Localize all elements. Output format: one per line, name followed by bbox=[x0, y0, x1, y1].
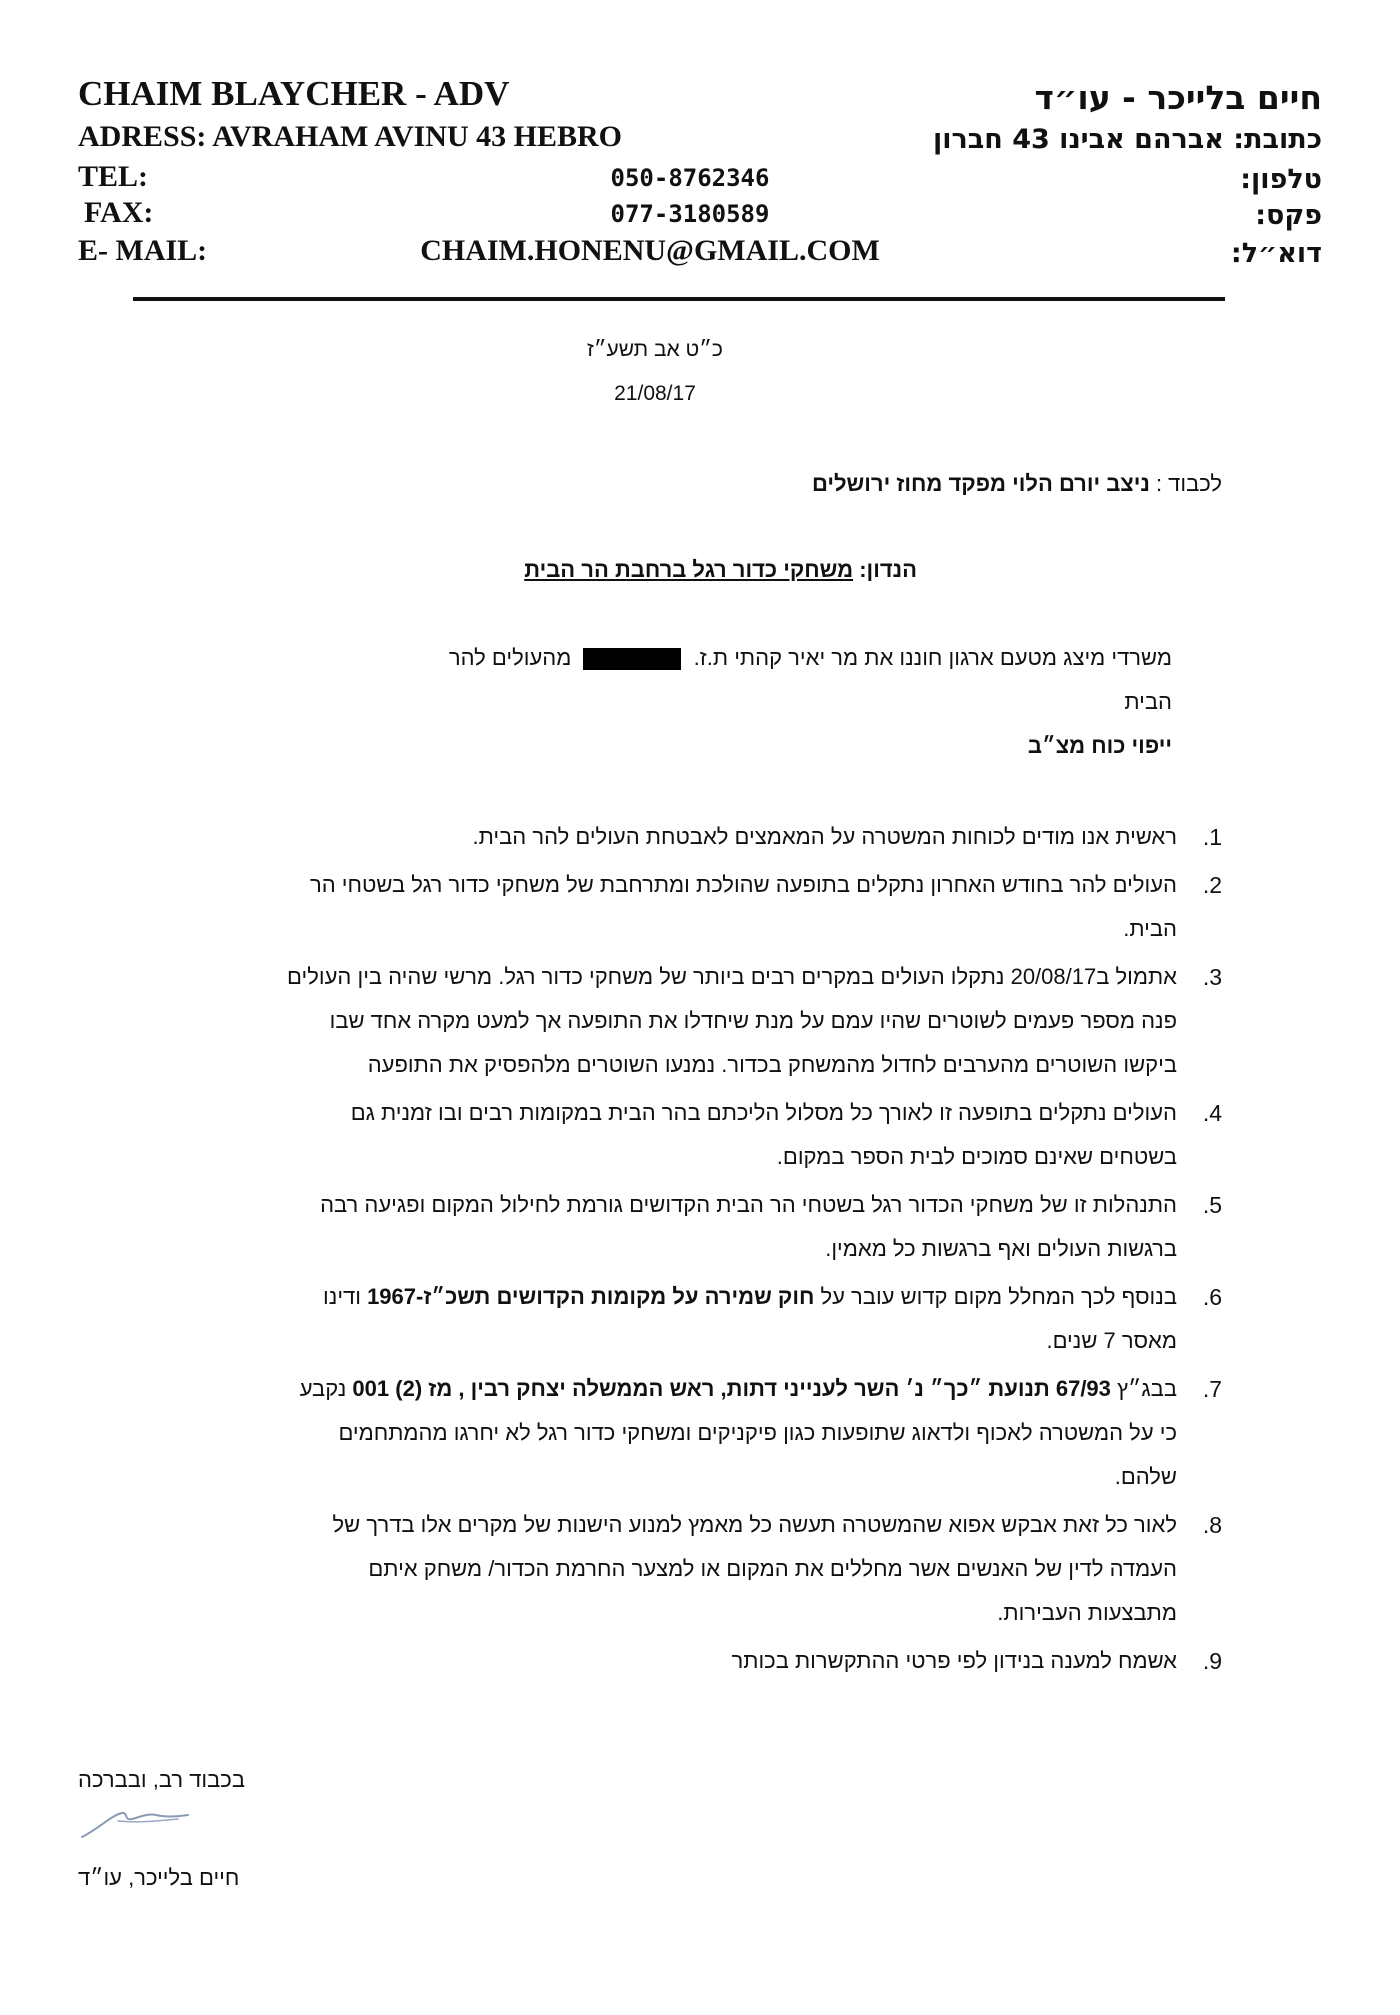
intro-bold-line: ייפוי כוח מצ״ב bbox=[1027, 733, 1172, 758]
item-text-after: נקבע כי על המשטרה לאכוף ולדאוג שתופעות כגון פיקניקים ומשחקי כדור רגל לא יחרגו מהמתחמים שלהם. bbox=[299, 1376, 1177, 1489]
letterhead-name-he: חיים בלייכר - עו״ד bbox=[1034, 78, 1322, 117]
intro-paragraph bbox=[302, 636, 1172, 724]
item-text-after: ודינו מאסר 7 שנים. bbox=[323, 1284, 1177, 1353]
letterhead-fax-label-he: פקס: bbox=[1255, 200, 1322, 231]
letterhead-email: CHAIM.HONENU@GMAIL.COM bbox=[420, 234, 880, 267]
letterhead-address-en: ADRESS: AVRAHAM AVINU 43 HEBRO bbox=[78, 120, 622, 153]
signature-image bbox=[78, 1803, 198, 1843]
recipient-name: ניצב יורם הלוי מפקד מחוז ירושלים bbox=[811, 471, 1150, 496]
item-number: 6. bbox=[1202, 1284, 1222, 1310]
item-bold-case: 67/93 תנועת ״כך״ נ׳ השר לענייני דתות, ראש הממשלה יצחק רבין , מז (2) 001 bbox=[352, 1376, 1111, 1401]
letterhead-address-he: כתובת: אברהם אבינו 43 חברון bbox=[932, 124, 1322, 155]
letterhead-name-en: CHAIM BLAYCHER - ADV bbox=[78, 74, 510, 113]
closing-signer: חיים בלייכר, עו״ד bbox=[78, 1865, 240, 1890]
header-divider bbox=[133, 297, 1225, 301]
item-text-before: בבג״ץ bbox=[1110, 1376, 1177, 1401]
subject bbox=[524, 548, 917, 592]
numbered-list bbox=[282, 815, 1222, 1687]
item-bold-law: חוק שמירה על מקומות הקדושים תשכ״ז-1967 bbox=[367, 1284, 815, 1309]
recipient-prefix: לכבוד : bbox=[1155, 471, 1222, 496]
closing-greeting: בכבוד רב, ובברכה bbox=[78, 1767, 245, 1792]
subject-text: משחקי כדור רגל ברחבת הר הבית bbox=[524, 557, 854, 582]
item-text: ראשית אנו מודים לכוחות המשטרה על המאמצים לאבטחת העולים להר הבית. bbox=[472, 824, 1177, 849]
item-number: 1. bbox=[1202, 824, 1222, 850]
list-item bbox=[282, 1183, 1222, 1271]
item-text: לאור כל זאת אבקש אפוא שהמשטרה תעשה כל מאמץ למנוע הישנות של מקרים אלו בדרך של העמדה לדין של האנשים אשר מחללים את המקום או למצער החרמת הכדור/ משחק איתם מתבצעות העבירות. bbox=[332, 1512, 1177, 1625]
list-item bbox=[282, 1367, 1222, 1499]
item-number: 4. bbox=[1202, 1100, 1222, 1126]
item-text: העולים להר בחודש האחרון נתקלים בתופעה שהולכת ומתרחבת של משחקי כדור רגל בשטחי הר הבית. bbox=[309, 872, 1177, 941]
item-text: אתמול ב20/08/17 נתקלו העולים במקרים רבים ביותר של משחקי כדור רגל. מרשי שהיה בין העולים פנה מספר פעמים לשוטרים שהיו עמם על מנת שיחדלו את התופעה אך למעט מקרה אחד שבו ביקשו השוטרים מהערבים לחדול מהמשחק בכדור. נמנעו השוטרים מלהפסיק את התופעה bbox=[287, 964, 1177, 1077]
item-text: אשמח למענה בנידון לפי פרטי ההתקשרות בכותר bbox=[731, 1648, 1177, 1673]
item-number: 7. bbox=[1202, 1376, 1222, 1402]
item-text: התנהלות זו של משחקי הכדור רגל בשטחי הר הבית הקדושים גורמת לחילול המקום ופגיעה רבה ברגשות העולים ואף ברגשות כל מאמין. bbox=[320, 1192, 1177, 1261]
list-item bbox=[282, 955, 1222, 1087]
recipient bbox=[812, 462, 1222, 506]
letterhead-email-label-en: E- MAIL: bbox=[78, 234, 208, 267]
intro-attachment bbox=[1028, 724, 1172, 768]
item-number: 3. bbox=[1202, 964, 1222, 990]
intro-text-2: מהעולים להר bbox=[448, 645, 572, 670]
letterhead-fax: 077-3180589 bbox=[610, 200, 770, 228]
subject-label: הנדון: bbox=[859, 557, 917, 582]
date-hebrew: כ״ט אב תשע״ז bbox=[587, 338, 723, 361]
item-number: 9. bbox=[1202, 1648, 1222, 1674]
letterhead-email-label-he: דוא״ל: bbox=[1230, 238, 1322, 269]
list-item bbox=[282, 1091, 1222, 1179]
item-number: 8. bbox=[1202, 1512, 1222, 1538]
intro-text-3: הבית bbox=[1124, 689, 1172, 714]
letterhead-tel-label-he: טלפון: bbox=[1240, 164, 1322, 195]
list-item bbox=[282, 1639, 1222, 1683]
item-number: 2. bbox=[1202, 872, 1222, 898]
date-gregorian: 21/08/17 bbox=[614, 382, 696, 405]
list-item bbox=[282, 1503, 1222, 1635]
redacted-id-block bbox=[583, 648, 681, 670]
list-item bbox=[282, 1275, 1222, 1363]
item-number: 5. bbox=[1202, 1192, 1222, 1218]
item-text: העולים נתקלים בתופעה זו לאורך כל מסלול הליכתם בהר הבית במקומות רבים ובו זמנית גם בשטחים שאינם סמוכים לבית הספר במקום. bbox=[350, 1100, 1177, 1169]
list-item bbox=[282, 815, 1222, 859]
intro-text-1: משרדי מיצג מטעם ארגון חוננו את מר יאיר קהתי ת.ז. bbox=[693, 645, 1172, 670]
letterhead-fax-label-en: FAX: bbox=[84, 196, 154, 229]
letterhead-tel-label-en: TEL: bbox=[78, 160, 149, 193]
letterhead-tel: 050-8762346 bbox=[610, 164, 770, 192]
list-item bbox=[282, 863, 1222, 951]
item-text-before: בנוסף לכך המחלל מקום קדוש עובר על bbox=[814, 1284, 1177, 1309]
